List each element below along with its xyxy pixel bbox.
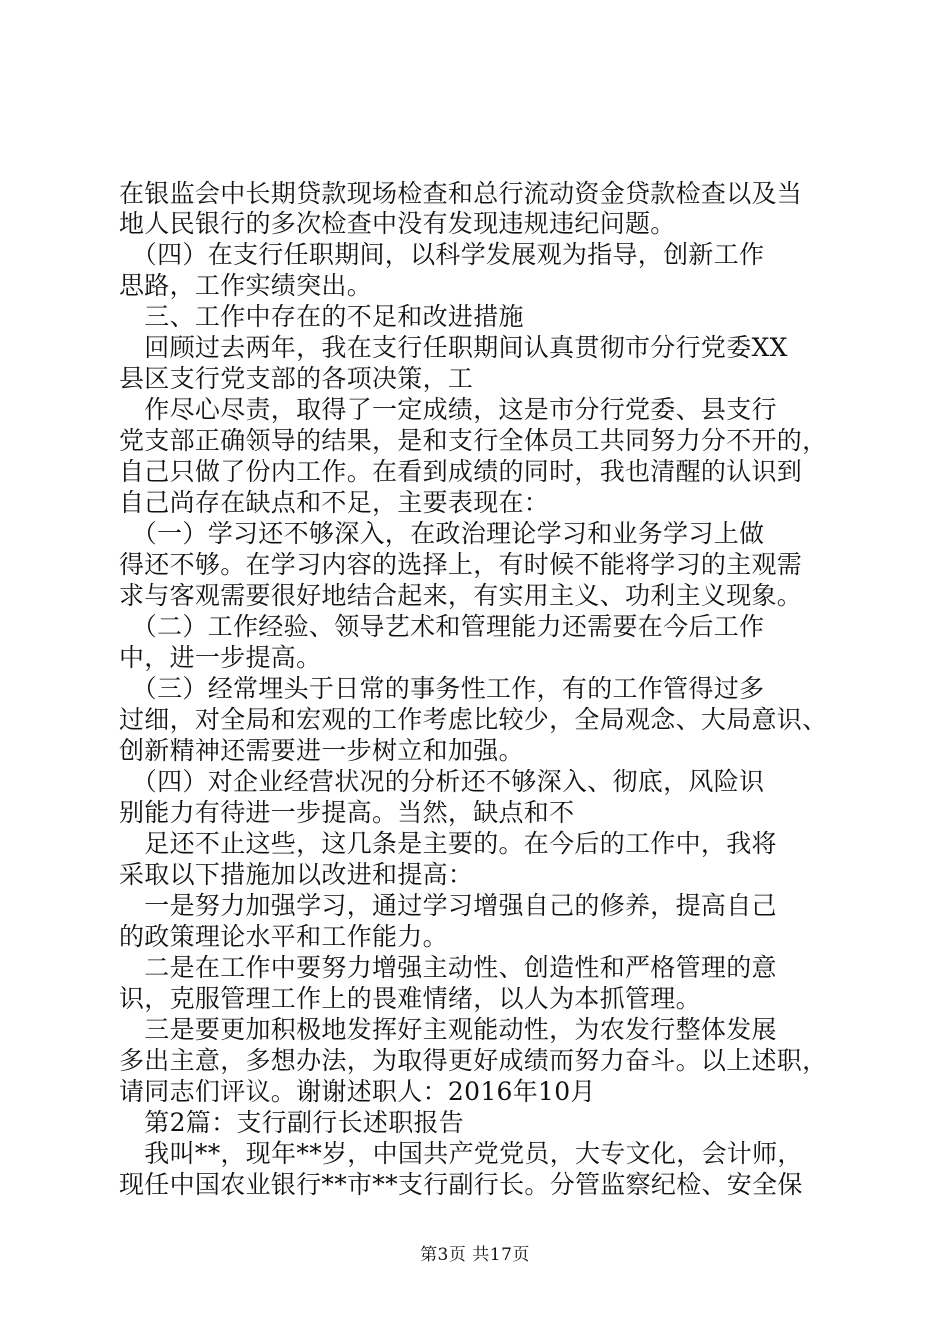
text-line: 的政策理论水平和工作能力。	[119, 922, 448, 951]
section-heading: 第2篇：支行副行长述职报告	[119, 1108, 465, 1137]
text-line: （二）工作经验、领导艺术和管理能力还需要在今后工作	[119, 612, 765, 641]
text-line: 多出主意，多想办法，为取得更好成绩而努力奋斗。以上述职，	[119, 1046, 828, 1075]
text-line: 回顾过去两年，我在支行任职期间认真贯彻市分行党委XX	[119, 333, 788, 362]
text-line: 采取以下措施加以改进和提高：	[119, 860, 474, 889]
text-line: 请同志们评议。谢谢述职人：2016年10月	[119, 1077, 596, 1106]
text-line: （三）经常埋头于日常的事务性工作，有的工作管得过多	[119, 674, 765, 703]
page-number-footer: 第3页 共17页	[420, 1245, 530, 1265]
text-line: 一是努力加强学习，通过学习增强自己的修养，提高自己	[119, 891, 777, 920]
text-line: 地人民银行的多次检查中没有发现违规违纪问题。	[119, 209, 676, 238]
text-line: （一）学习还不够深入，在政治理论学习和业务学习上做	[119, 519, 765, 548]
text-line: 别能力有待进一步提高。当然，缺点和不	[119, 798, 575, 827]
text-line: 过细，对全局和宏观的工作考虑比较少，全局观念、大局意识、	[119, 705, 828, 734]
text-line: 自己只做了份内工作。在看到成绩的同时，我也清醒的认识到	[119, 457, 803, 486]
text-line: 思路，工作实绩突出。	[119, 271, 373, 300]
text-line: 中，进一步提高。	[119, 643, 322, 672]
section-heading: 三、工作中存在的不足和改进措施	[119, 302, 524, 331]
text-line: 作尽心尽责，取得了一定成绩，这是市分行党委、县支行	[119, 395, 777, 424]
text-line: （四）对企业经营状况的分析还不够深入、彻底，风险识	[119, 767, 765, 796]
text-line: 县区支行党支部的各项决策，工	[119, 364, 474, 393]
text-line: 识，克服管理工作上的畏难情绪，以人为本抓管理。	[119, 984, 701, 1013]
text-line: 我叫**，现年**岁，中国共产党党员，大专文化，会计师，	[119, 1139, 803, 1168]
text-line: 在银监会中长期贷款现场检查和总行流动资金贷款检查以及当	[119, 179, 803, 208]
text-line: 得还不够。在学习内容的选择上，有时候不能将学习的主观需	[119, 550, 803, 579]
text-line: 现任中国农业银行**市**支行副行长。分管监察纪检、安全保	[119, 1170, 803, 1199]
text-line: 自己尚存在缺点和不足，主要表现在：	[119, 488, 550, 517]
text-line: 党支部正确领导的结果，是和支行全体员工共同努力分不开的，	[119, 426, 828, 455]
text-line: 求与客观需要很好地结合起来，有实用主义、功利主义现象。	[119, 581, 803, 610]
text-line: 二是在工作中要努力增强主动性、创造性和严格管理的意	[119, 953, 777, 982]
text-line: 足还不止这些，这几条是主要的。在今后的工作中，我将	[119, 829, 777, 858]
text-line: （四）在支行任职期间，以科学发展观为指导，创新工作	[119, 240, 765, 269]
text-line: 三是要更加积极地发挥好主观能动性，为农发行整体发展	[119, 1015, 777, 1044]
text-line: 创新精神还需要进一步树立和加强。	[119, 736, 524, 765]
